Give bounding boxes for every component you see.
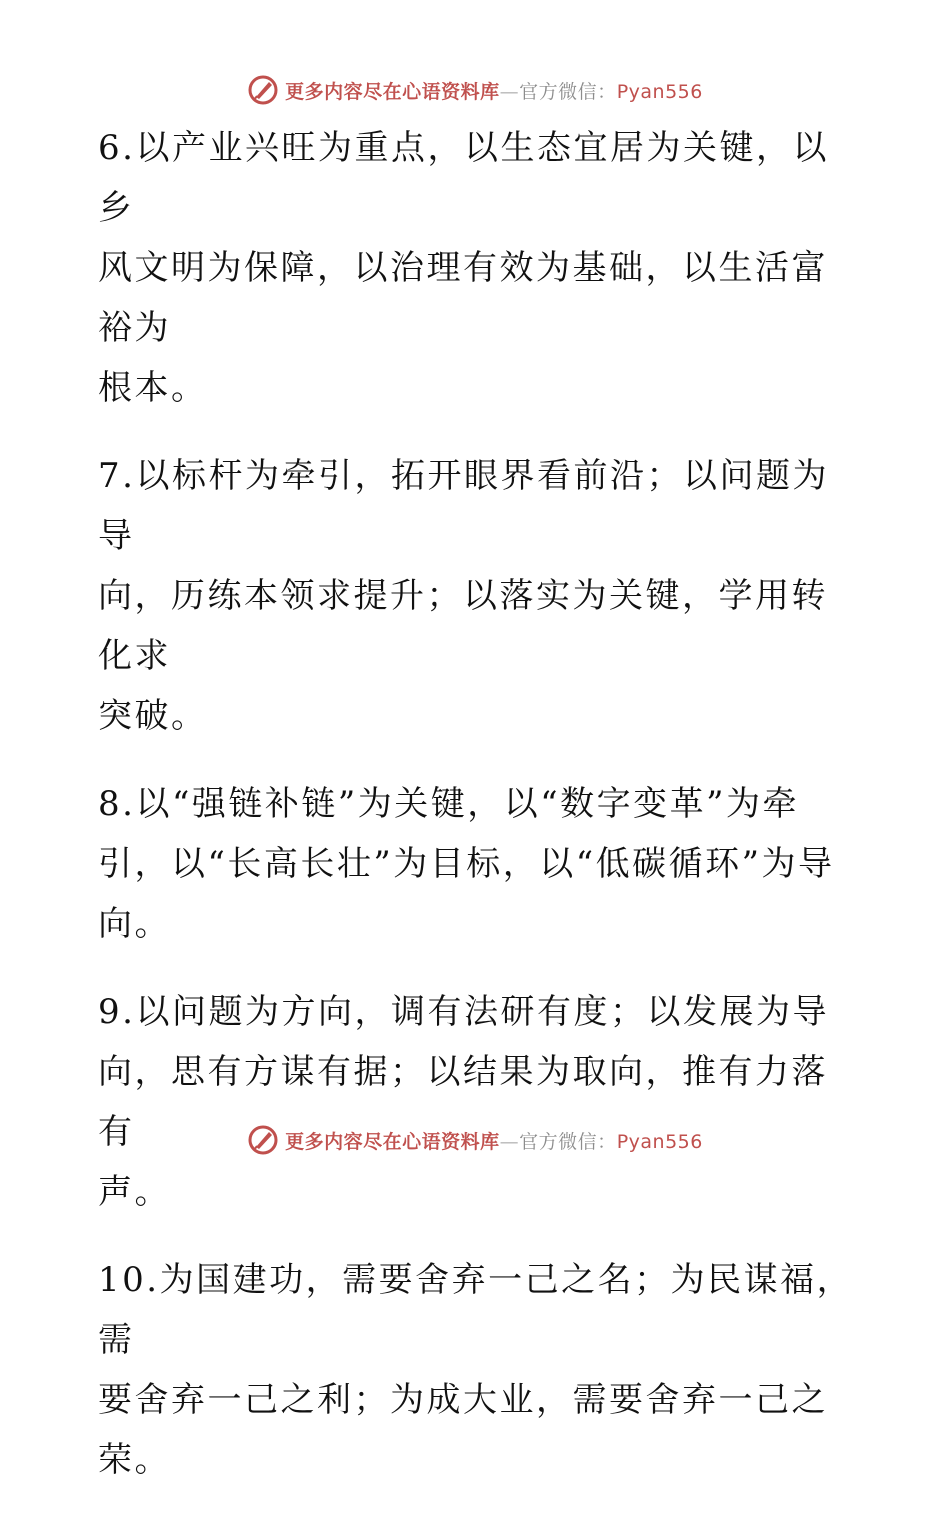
- watermark-brand: 更多内容尽在心语资料库: [285, 80, 500, 103]
- paragraph-6: 6.以产业兴旺为重点，以生态宜居为关键，以乡 风文明为保障，以治理有效为基础，以生活富裕为 根本。: [98, 128, 829, 408]
- document-body: [98, 118, 858, 1518]
- quill-logo-icon: [247, 74, 279, 106]
- watermark-brand: 更多内容尽在心语资料库: [285, 1130, 500, 1153]
- footer-watermark: [0, 1120, 950, 1160]
- watermark-official: 官方微信：: [519, 1130, 617, 1153]
- paragraph-9: 9.以问题为方向，调有法研有度；以发展为导 向，思有方谋有据；以结果为取向，推有力落有 声。: [98, 992, 829, 1212]
- paragraph-8: 8.以“强链补链”为关键，以“数字变革”为牵 引，以“长高长壮”为目标，以“低碳循环”为导 向。: [98, 784, 835, 944]
- quill-logo-icon: [247, 1124, 279, 1156]
- watermark-separator: —: [499, 80, 520, 103]
- header-watermark: [0, 70, 950, 110]
- watermark-official: 官方微信：: [519, 80, 617, 103]
- watermark-text: [285, 77, 703, 104]
- watermark-handle: Pyan556: [616, 80, 703, 103]
- watermark-text: [285, 1127, 703, 1154]
- paragraph-10: 10.为国建功，需要舍弃一己之名；为民谋福，需 要舍弃一己之利；为成大业，需要舍弃一己之荣。: [98, 1260, 854, 1480]
- watermark-handle: Pyan556: [616, 1130, 703, 1153]
- paragraph-7: 7.以标杆为牵引，拓开眼界看前沿；以问题为导 向，历练本领求提升；以落实为关键，学用转化求 突破。: [98, 456, 829, 736]
- watermark-separator: —: [499, 1130, 520, 1153]
